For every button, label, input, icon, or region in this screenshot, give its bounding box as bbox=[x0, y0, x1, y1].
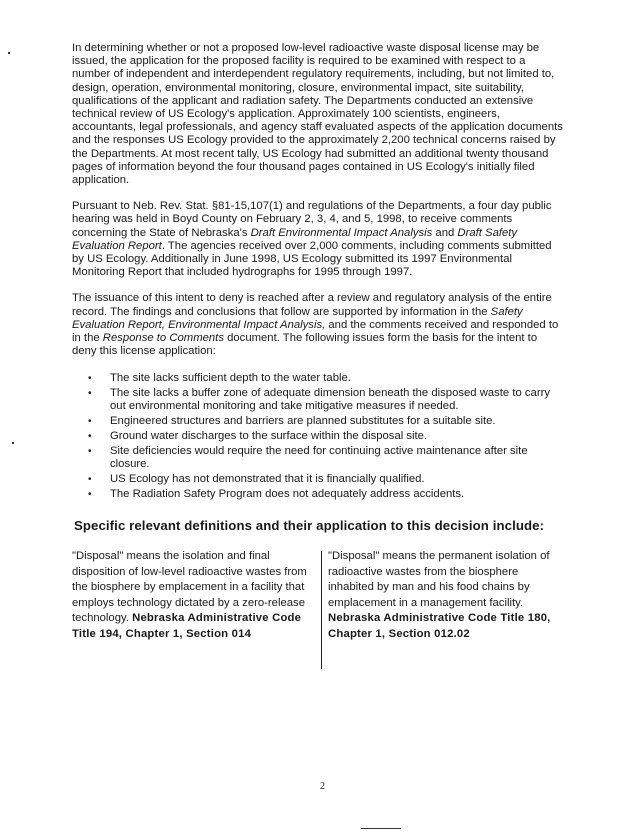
definition-right bbox=[322, 549, 564, 669]
bullet-icon: • bbox=[88, 474, 92, 486]
paragraph-text: The issuance of this intent to deny is reached after a review and regulatory analysis of the entire record. The findings and conclusions that follow are supported by information in the bbox=[72, 292, 552, 318]
bullet-icon: • bbox=[88, 489, 92, 501]
definition-text: "Disposal" means the isolation and final disposition of low-level radioactive wastes from the biosphere by emplacement in a facility that employs technology dictated by a zero-release technology. bbox=[72, 550, 307, 625]
issues-list bbox=[72, 372, 564, 501]
bullet-icon: • bbox=[88, 388, 92, 400]
paragraph-text: and bbox=[432, 226, 458, 239]
document-title-response: Response to Comments bbox=[102, 332, 224, 345]
list-item-text: Site deficiencies would require the need for continuing active maintenance after site closure. bbox=[110, 445, 528, 471]
page-number: 2 bbox=[320, 781, 325, 792]
scan-speck bbox=[8, 52, 10, 54]
list-item-text: The Radiation Safety Program does not adequately address accidents. bbox=[110, 488, 465, 501]
document-title-ser-eia: Safety Evaluation Report, Environmental Impact Analysis, bbox=[72, 305, 523, 331]
paragraph-intent-to-deny bbox=[72, 292, 564, 358]
document-title-eia: Draft Environmental Impact Analysis bbox=[250, 226, 433, 239]
list-item-text: Ground water discharges to the surface within the disposal site. bbox=[110, 430, 428, 443]
bullet-icon: • bbox=[88, 416, 92, 428]
bullet-icon: • bbox=[88, 373, 92, 385]
list-item bbox=[88, 445, 564, 471]
list-item-text: US Ecology has not demonstrated that it is financially qualified. bbox=[110, 473, 425, 486]
list-item-text: The site lacks a buffer zone of adequate dimension beneath the disposed waste to carry out environmental monitoring and take mitigative measures if needed. bbox=[110, 387, 551, 413]
scan-speck bbox=[12, 442, 14, 444]
list-item bbox=[88, 372, 564, 385]
list-item bbox=[88, 488, 564, 501]
document-page bbox=[72, 42, 564, 669]
definitions-heading: Specific relevant definitions and their application to this decision include: bbox=[74, 518, 545, 534]
paragraph-license-review bbox=[72, 42, 564, 187]
document-title-ser: Draft Safety Evaluation Report bbox=[72, 226, 518, 252]
list-item bbox=[88, 415, 564, 428]
paragraph-text: and the comments received and responded to in the bbox=[72, 318, 559, 345]
bullet-icon: • bbox=[88, 431, 92, 443]
definition-left bbox=[72, 549, 321, 669]
bullet-icon: • bbox=[88, 446, 92, 458]
list-item-text: Engineered structures and barriers are planned substitutes for a suitable site. bbox=[110, 415, 496, 428]
paragraph-text: Pursuant to Neb. Rev. Stat. §81-15,107(1) and regulations of the Departments, a four day public hearing was held in Boyd County on February 2, 3, 4, and 5, 1998, to receive comments concerning the State of Nebraska's bbox=[72, 200, 552, 239]
list-item bbox=[88, 430, 564, 443]
paragraph-text: document. The following issues form the basis for the intent to deny this license application: bbox=[72, 332, 538, 358]
list-item bbox=[88, 387, 564, 413]
definition-citation: Nebraska Administrative Code Title 180, Chapter 1, Section 012.02 bbox=[328, 612, 551, 640]
paragraph-public-hearing bbox=[72, 200, 564, 279]
scan-speck bbox=[361, 828, 401, 829]
paragraph-text: In determining whether or not a proposed low-level radioactive waste disposal license may be issued, the application for the proposed facility is required to be examined with respect to a number of independent and interdependent regulatory requirements, including, but not limited to, design, operation, environmental monitoring, closure, environmental impact, site suitability, qualifications of the applicant and radiation safety. The Departments conducted an extensive technical review of US Ecology's application. Approximately 100 scientists, engineers, accountants, legal professionals, and agency staff evaluated aspects of the application documents and the responses US Ecology provided to the approximately 2,200 technical concerns raised by the Departments. At most recent tally, US Ecology had submitted an additional twenty thousand pages of information beyond the four thousand pages contained in US Ecology's initially filed application. bbox=[72, 42, 563, 187]
definition-citation: Nebraska Administrative Code Title 194, Chapter 1, Section 014 bbox=[72, 612, 302, 640]
definition-text: "Disposal" means the permanent isolation of radioactive wastes from the biosphere inhabited by man and his food chains by emplacement in a management facility. bbox=[328, 550, 550, 609]
list-item-text: The site lacks sufficient depth to the water table. bbox=[110, 372, 351, 385]
definitions-table bbox=[72, 549, 564, 669]
paragraph-text: . The agencies received over 2,000 comments, including comments submitted by US Ecology. Additionally in June 1998, US Ecology submitted its 1997 Environmental Monitoring Report that included hydrographs for 1995 through 1997. bbox=[72, 239, 552, 279]
list-item bbox=[88, 473, 564, 486]
